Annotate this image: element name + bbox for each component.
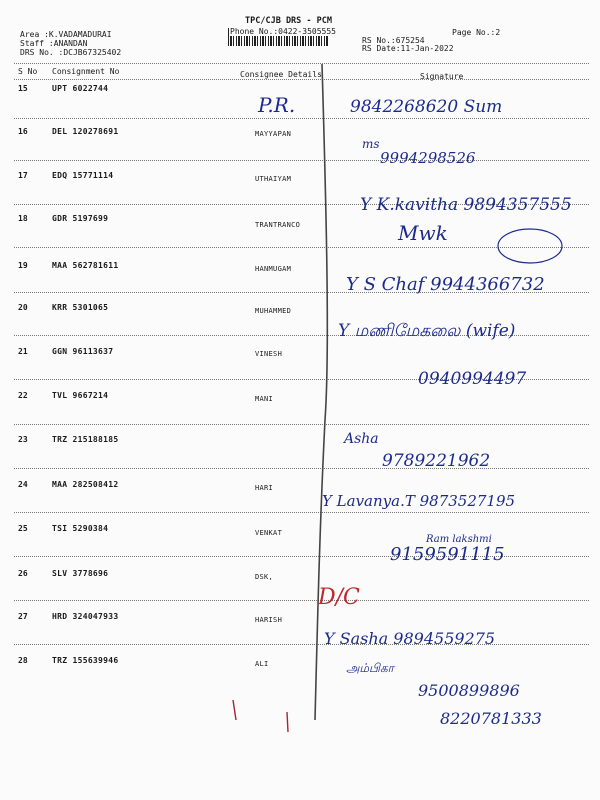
- row-consignment: GGN 96113637: [52, 347, 114, 356]
- row-consignment: EDQ 15771114: [52, 171, 114, 180]
- row-consignment: TVL 9667214: [52, 391, 109, 400]
- hw-row21-phone: 0940994497: [418, 369, 527, 389]
- row-consignment: TSI 5290384: [52, 524, 109, 533]
- col-sno: S No: [18, 67, 38, 76]
- document-title: TPC/CJB DRS - PCM: [245, 16, 332, 26]
- hw-row23-name: Asha: [344, 431, 379, 447]
- hw-row19-signature: Y S Chaf 9944366732: [346, 274, 545, 295]
- row-sno: 26: [18, 569, 28, 578]
- row-consignee: TRANTRANCO: [255, 221, 301, 229]
- row-consignment: DEL 120278691: [52, 127, 119, 136]
- hw-row23-phone: 9789221962: [382, 451, 491, 471]
- row-consignee: MUHAMMED: [255, 307, 292, 315]
- hw-row25-name: Ram lakshmi: [426, 534, 492, 545]
- area-label: Area :K.VADAMADURAI: [20, 30, 112, 39]
- col-consignee: Consignee Details: [240, 70, 322, 79]
- row-sno: 24: [18, 480, 28, 489]
- hw-row28-phone1: 9500899896: [418, 681, 520, 700]
- row-sno: 28: [18, 656, 28, 665]
- rs-date: RS Date:11-Jan-2022: [362, 44, 454, 53]
- row-consignee: HARISH: [255, 616, 283, 624]
- row-sno: 16: [18, 127, 28, 136]
- hw-row15-name: P.R.: [258, 93, 296, 117]
- hw-row16-phone: 9994298526: [380, 149, 476, 167]
- row-consignee: DSK,: [255, 573, 274, 581]
- row-sno: 17: [18, 171, 28, 180]
- row-sno: 25: [18, 524, 28, 533]
- col-consignment: Consignment No: [52, 67, 120, 76]
- page-number: Page No.:2: [452, 28, 501, 37]
- hw-row17-signature: Y K.kavitha 9894357555: [360, 195, 572, 215]
- row-consignee: VENKAT: [255, 529, 283, 537]
- row-sno: 20: [18, 303, 28, 312]
- hw-row18-bracket: [498, 229, 562, 263]
- pen-mark-bottom-left: [233, 700, 236, 720]
- hw-row25-phone: 9159591115: [390, 544, 505, 565]
- hw-row28-phone2: 8220781333: [440, 709, 542, 728]
- row-consignment: MAA 562781611: [52, 261, 119, 270]
- row-consignment: UPT 6022744: [52, 84, 109, 93]
- hw-row18-signature: Mwk: [398, 221, 448, 245]
- row-consignment: GDR 5197699: [52, 214, 109, 223]
- hw-row28-name: அம்பிகா: [346, 661, 394, 675]
- row-sno: 18: [18, 214, 28, 223]
- row-sno: 21: [18, 347, 28, 356]
- hw-row16-initial: ms: [362, 137, 380, 151]
- hw-row24-signature: Y Lavanya.T 9873527195: [322, 492, 516, 510]
- drs-number: DRS No. :DCJB67325402: [20, 48, 122, 57]
- row-consignee: HARI: [255, 484, 274, 492]
- row-consignee: HANMUGAM: [255, 265, 292, 273]
- row-consignment: TRZ 155639946: [52, 656, 119, 665]
- row-sno: 19: [18, 261, 28, 270]
- row-sno: 23: [18, 435, 28, 444]
- hw-row20-signature: Y மணிமேகலை (wife): [338, 321, 516, 341]
- row-consignment: HRD 324047933: [52, 612, 119, 621]
- row-sno: 27: [18, 612, 28, 621]
- rs-number: RS No.:675254: [362, 36, 425, 45]
- row-consignee: MAYYAPAN: [255, 130, 292, 138]
- staff-label: Staff :ANANDAN: [20, 39, 88, 48]
- hw-row15-signature: 9842268620 Sum: [350, 97, 503, 117]
- row-consignee: UTHAIYAM: [255, 175, 292, 183]
- phone-number: Phone No.:0422-3505555: [230, 27, 336, 36]
- row-consignee: VINESH: [255, 350, 283, 358]
- row-consignment: MAA 282508412: [52, 480, 119, 489]
- row-consignee: MANI: [255, 395, 274, 403]
- pen-mark-bottom-mid: [287, 712, 288, 732]
- row-sno: 22: [18, 391, 28, 400]
- hw-row27-signature: Y Sasha 9894559275: [324, 629, 496, 648]
- hw-row26-dc-mark: D/C: [318, 585, 360, 610]
- row-consignment: SLV 3778696: [52, 569, 109, 578]
- row-consignment: TRZ 215188185: [52, 435, 119, 444]
- col-signature: Signature: [420, 72, 464, 81]
- row-consignee: ALI: [255, 660, 269, 668]
- row-sno: 15: [18, 84, 28, 93]
- pen-divider-line: [315, 64, 327, 720]
- row-consignment: KRR 5301065: [52, 303, 109, 312]
